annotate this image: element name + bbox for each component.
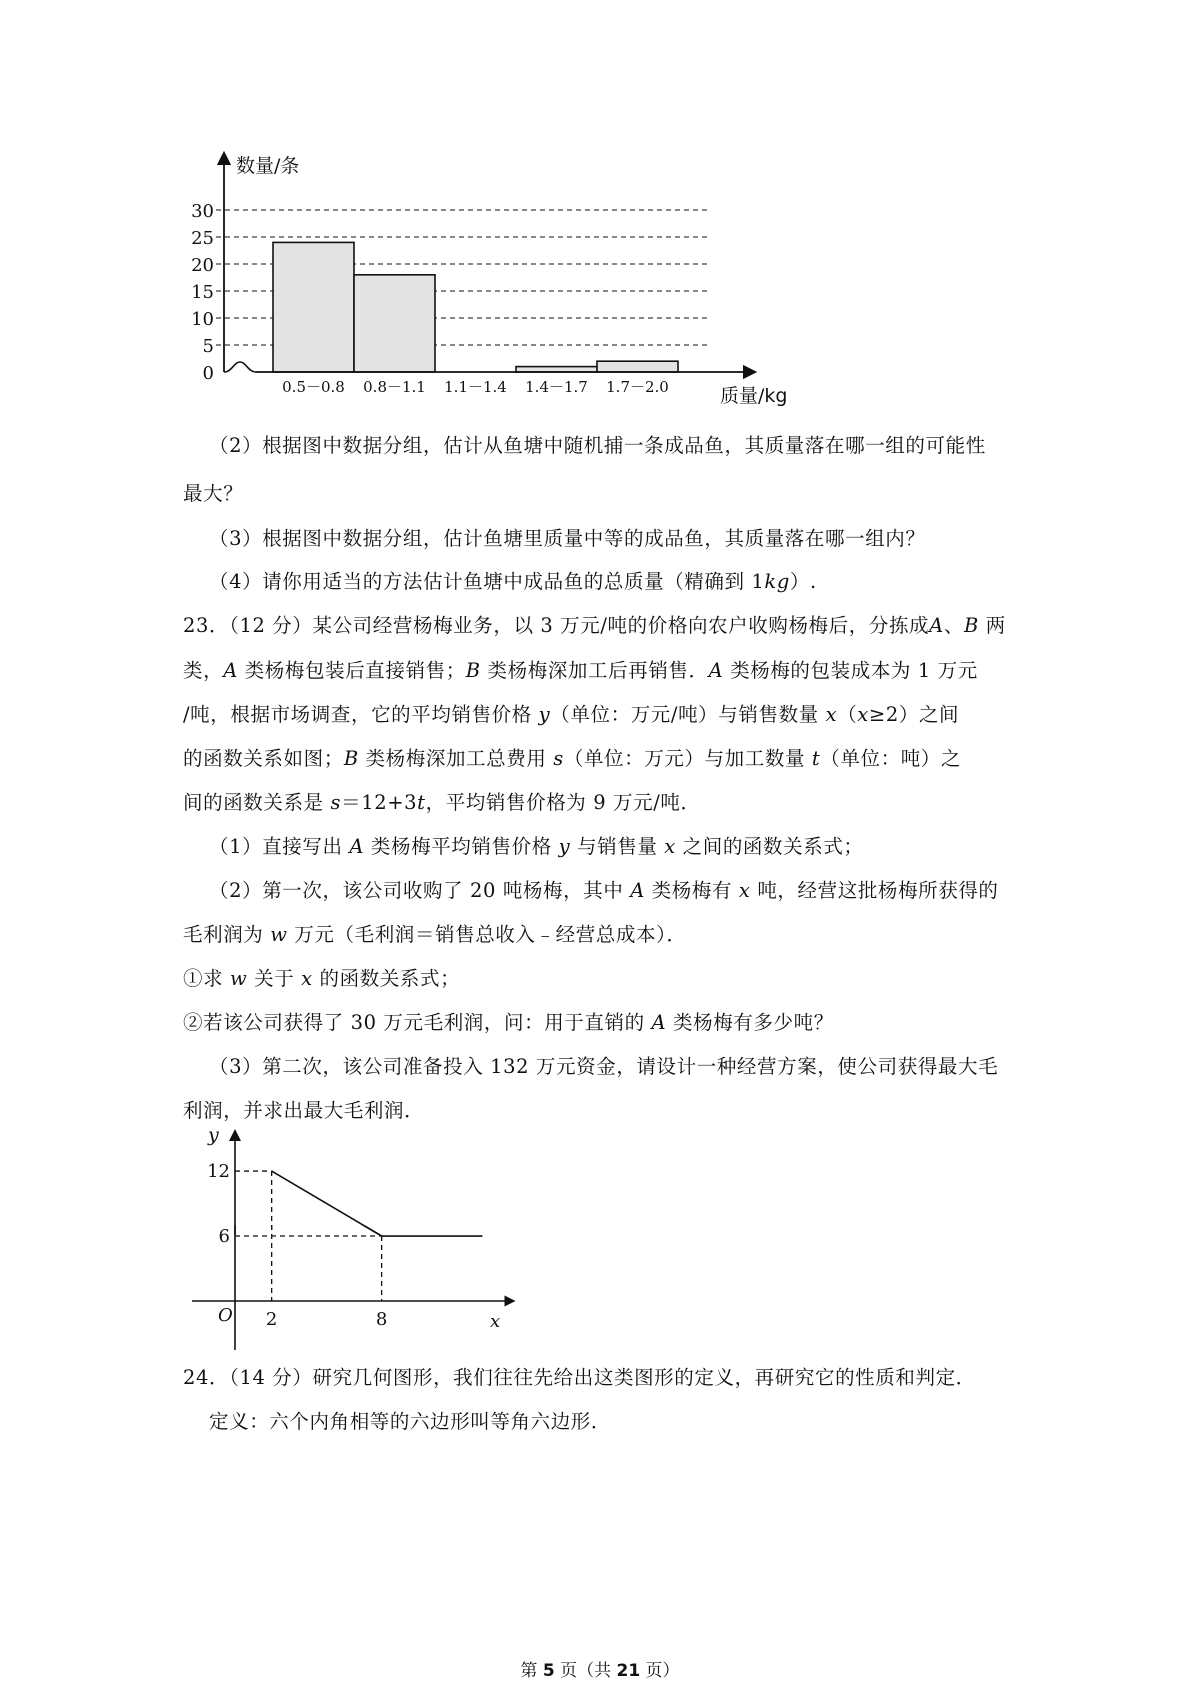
q23-text: 类杨梅深加工后再销售． bbox=[480, 659, 709, 682]
x-category-label: 1.4－1.7 bbox=[525, 378, 588, 396]
x-axis-break bbox=[224, 362, 256, 372]
fish-weight-histogram bbox=[190, 140, 800, 410]
q23-text: 两 bbox=[978, 614, 1006, 637]
q23-sub2 bbox=[183, 1007, 834, 1035]
q23-var: x bbox=[738, 879, 751, 902]
x-category-label: 1.7－2.0 bbox=[606, 378, 669, 396]
q22-part4-text-a: （4）请你用适当的方法估计鱼塘中成品鱼的总质量（精确到 1 bbox=[209, 570, 765, 593]
q24-line1 bbox=[183, 1362, 976, 1390]
q23-line3 bbox=[183, 699, 959, 727]
y-tick-label: 0 bbox=[202, 363, 214, 384]
graph-y-label: y bbox=[208, 1124, 219, 1146]
q24-text: 定义：六个内角相等的六边形叫等角六边形． bbox=[209, 1410, 612, 1433]
q23-text: 的函数关系如图； bbox=[183, 747, 344, 770]
footer-total-pages: 21 bbox=[616, 1661, 641, 1681]
graph-y-tick: 12 bbox=[207, 1161, 230, 1183]
x-category-label: 0.8－1.1 bbox=[363, 378, 426, 396]
q23-sub1 bbox=[183, 963, 460, 991]
y-tick-label: 25 bbox=[191, 228, 214, 249]
q24-text: 24．（14 分）研究几何图形，我们往往先给出这类图形的定义，再研究它的性质和判定． bbox=[183, 1366, 976, 1389]
x-category-label: 1.1－1.4 bbox=[444, 378, 507, 396]
q23-text: （1）直接写出 bbox=[209, 835, 350, 858]
q23-text: 毛利润为 bbox=[183, 923, 271, 946]
q23-text: 类杨梅的包装成本为 1 万元 bbox=[723, 659, 978, 682]
q23-text: ＝12+3 bbox=[341, 791, 418, 814]
graph-upper-region bbox=[180, 1125, 540, 1235]
y-tick-label: 10 bbox=[191, 309, 214, 330]
q22-part2-cont bbox=[183, 478, 243, 506]
q23-var: x bbox=[664, 835, 676, 858]
q23-line1 bbox=[183, 610, 1006, 638]
function-segment bbox=[272, 1171, 382, 1235]
q23-text: 关于 bbox=[247, 967, 302, 990]
q23-text: 与销售量 bbox=[570, 835, 665, 858]
q23-var: y bbox=[538, 703, 551, 726]
q23-var: w bbox=[270, 923, 288, 946]
graph-x-label: x bbox=[490, 1311, 501, 1332]
q23-line4 bbox=[183, 743, 961, 771]
x-axis-label: 质量/kg bbox=[720, 385, 788, 407]
q22-part3 bbox=[209, 523, 926, 551]
q22-part3-text: （3）根据图中数据分组，估计鱼塘里质量中等的成品鱼，其质量落在哪一组内？ bbox=[209, 527, 926, 550]
q23-text: （ bbox=[837, 703, 858, 726]
graph-x-tick: 8 bbox=[375, 1309, 388, 1330]
q23-text: 吨，经营这批杨梅所获得的 bbox=[750, 879, 999, 902]
q23-part1 bbox=[209, 831, 864, 859]
q23-part2 bbox=[209, 875, 999, 903]
q23-text: 类杨梅平均销售价格 bbox=[364, 835, 559, 858]
q22-part4-unit: kg bbox=[764, 570, 790, 593]
q23-text: ，平均销售价格为 9 万元/吨． bbox=[425, 791, 701, 814]
q23-var: t bbox=[417, 791, 426, 814]
q23-var: x bbox=[301, 967, 313, 990]
q23-text: （单位：吨）之 bbox=[820, 747, 961, 770]
q23-text: ②若该公司获得了 30 万元毛利润，问：用于直销的 bbox=[183, 1011, 652, 1034]
q23-text: 类杨梅深加工总费用 bbox=[358, 747, 554, 770]
q23-var: A bbox=[708, 659, 724, 682]
q23-text: ≥2）之间 bbox=[868, 703, 960, 726]
q23-line2 bbox=[183, 655, 978, 683]
footer-text: 页） bbox=[640, 1661, 680, 1681]
y-axis-label: 数量/条 bbox=[236, 155, 300, 177]
q23-text: 万元（毛利润＝销售总收入﹣经营总成本）． bbox=[287, 923, 687, 946]
q23-text: 类杨梅有 bbox=[644, 879, 739, 902]
q23-text: 之间的函数关系式； bbox=[675, 835, 864, 858]
q22-part2 bbox=[209, 421, 1034, 471]
q23-part3 bbox=[209, 1051, 998, 1079]
q23-text: 23．（12 分）某公司经营杨梅业务，以 3 万元/吨的价格向农户收购杨梅后，分拣成 bbox=[183, 614, 930, 637]
graph-y-tick: 6 bbox=[218, 1226, 230, 1248]
q23-text: 类， bbox=[183, 659, 224, 682]
footer-text: 第 bbox=[520, 1661, 543, 1681]
q23-var: A bbox=[349, 835, 365, 858]
graph-y-arrow bbox=[229, 1129, 241, 1141]
q22-part4-text-b: ）. bbox=[789, 570, 817, 593]
q23-var: y bbox=[558, 835, 571, 858]
footer-page-number: 5 bbox=[542, 1661, 555, 1681]
q23-var: x bbox=[857, 703, 869, 726]
q23-text: 类杨梅包装后直接销售； bbox=[237, 659, 466, 682]
q23-part3-cont bbox=[183, 1095, 424, 1123]
graph-x-tick: 2 bbox=[265, 1309, 278, 1330]
q23-line5 bbox=[183, 787, 701, 815]
histogram-bar bbox=[354, 275, 435, 372]
q23-text: 类杨梅有多少吨？ bbox=[666, 1011, 834, 1034]
q23-text: （单位：万元）与加工数量 bbox=[563, 747, 812, 770]
q23-text: （2）第一次，该公司收购了 20 吨杨梅，其中 bbox=[209, 879, 631, 902]
histogram-bar bbox=[273, 242, 354, 372]
q23-var: x bbox=[825, 703, 838, 726]
y-tick-label: 15 bbox=[191, 282, 214, 303]
q23-var: A bbox=[223, 659, 238, 682]
q23-text: ①求 bbox=[183, 967, 230, 990]
q23-text: /吨，根据市场调查，它的平均销售价格 bbox=[183, 703, 539, 726]
q23-var: B bbox=[343, 747, 359, 770]
q23-var: A bbox=[929, 614, 944, 637]
q24-line2 bbox=[209, 1406, 611, 1434]
graph-origin-label: O bbox=[218, 1305, 233, 1326]
q23-var: s bbox=[553, 747, 564, 770]
q23-text: （3）第二次，该公司准备投入 132 万元资金，请设计一种经营方案，使公司获得最大毛 bbox=[209, 1055, 999, 1078]
page-footer bbox=[0, 1656, 1200, 1681]
histogram-bar bbox=[597, 361, 678, 372]
y-tick-label: 20 bbox=[191, 255, 214, 276]
q23-text: 间的函数关系是 bbox=[183, 791, 331, 814]
q22-part2-text-a: （2）根据图中数据分组，估计从鱼塘中随机捕一条成品鱼，其质量落在哪一组的可能性 bbox=[209, 434, 986, 457]
q23-var: w bbox=[230, 967, 248, 990]
q23-var: A bbox=[630, 879, 645, 902]
y-tick-label: 5 bbox=[202, 336, 214, 357]
x-category-label: 0.5－0.8 bbox=[282, 378, 345, 396]
q23-var: t bbox=[811, 747, 821, 770]
q22-part2-text-b: 最大？ bbox=[183, 482, 244, 505]
q23-text: 、 bbox=[943, 614, 964, 637]
price-function-graph bbox=[180, 1225, 540, 1365]
footer-text: 页（共 bbox=[554, 1661, 617, 1681]
q23-text: （单位：万元/吨）与销售数量 bbox=[550, 703, 826, 726]
q23-var: B bbox=[465, 659, 481, 682]
q23-text: 利润，并求出最大毛利润． bbox=[183, 1099, 425, 1122]
q23-var: B bbox=[963, 614, 979, 637]
q23-text: 的函数关系式； bbox=[312, 967, 461, 990]
q23-var: s bbox=[330, 791, 342, 814]
y-tick-label: 30 bbox=[191, 201, 214, 222]
q23-var: A bbox=[651, 1011, 667, 1034]
q23-part2-cont bbox=[183, 919, 687, 947]
q22-part4 bbox=[209, 566, 817, 594]
